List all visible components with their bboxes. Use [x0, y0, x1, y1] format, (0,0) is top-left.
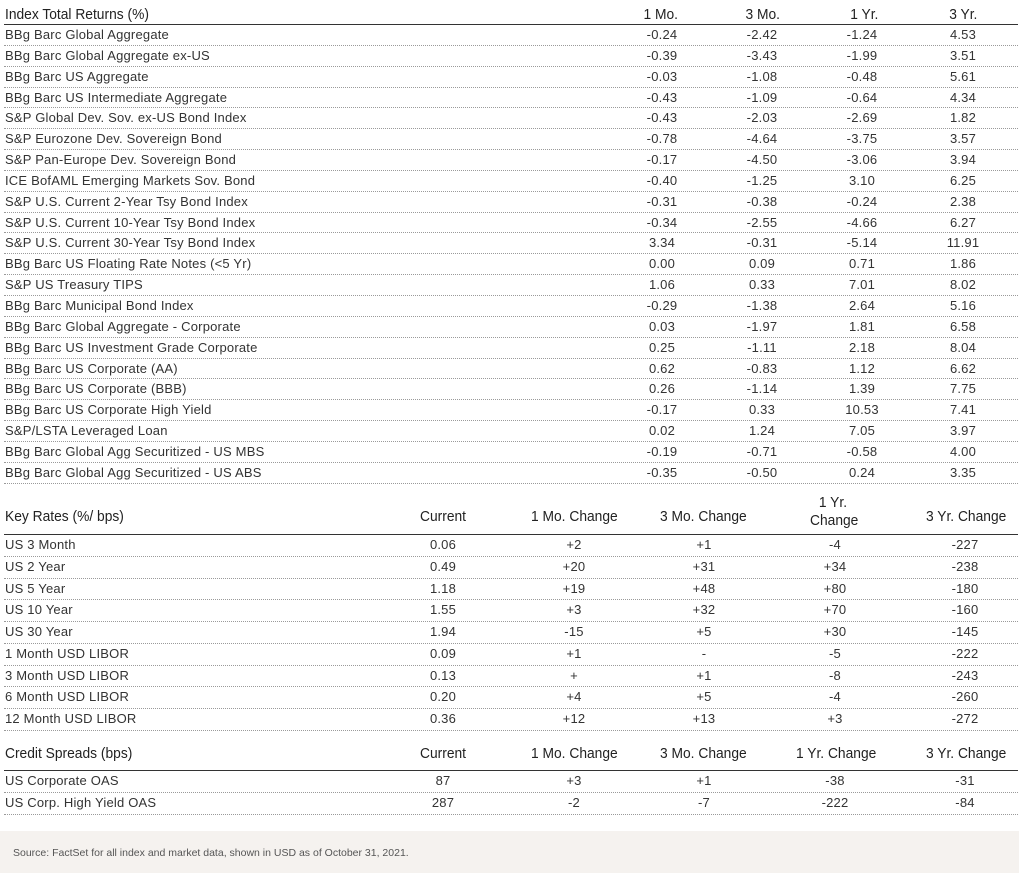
row-label: ICE BofAML Emerging Markets Sov. Bond — [5, 172, 256, 188]
row-label: S&P U.S. Current 2-Year Tsy Bond Index — [5, 193, 248, 209]
row-label: BBg Barc Global Aggregate ex-US — [5, 47, 210, 63]
row-label: BBg Barc US Intermediate Aggregate — [5, 89, 228, 105]
table-row — [4, 338, 1018, 359]
cell-value: 0.33 — [748, 277, 776, 293]
table-row — [4, 171, 1018, 192]
row-label: BBg Barc US Floating Rate Notes (<5 Yr) — [5, 256, 252, 272]
cell-value: -260 — [951, 689, 979, 705]
row-label: BBg Barc Global Agg Securitized - US ABS — [5, 464, 262, 480]
cell-value: 1.82 — [949, 110, 977, 126]
returns-header-row — [4, 2, 1018, 25]
cell-value: -238 — [951, 558, 979, 574]
cell-value: 2.38 — [949, 193, 977, 209]
cell-value: 0.26 — [648, 381, 676, 397]
row-label: US 30 Year — [5, 624, 73, 639]
cell-value: 4.34 — [949, 89, 977, 105]
cell-value: +48 — [692, 580, 716, 596]
cell-value: -1.38 — [746, 297, 778, 313]
cell-value: 0.09 — [429, 645, 457, 661]
row-label: BBg Barc US Corporate High Yield — [5, 402, 212, 418]
cell-value: -7 — [698, 795, 710, 810]
cell-value: 0.71 — [848, 256, 876, 272]
cell-value: 1.86 — [949, 256, 977, 272]
cell-value: +1 — [696, 773, 712, 788]
table-row — [4, 275, 1018, 296]
cell-value: 0.00 — [648, 256, 676, 272]
row-label: BBg Barc US Aggregate — [5, 68, 149, 84]
cell-value: -0.31 — [646, 193, 678, 209]
spreads-body — [4, 771, 1018, 815]
row-label: 1 Month USD LIBOR — [5, 645, 130, 661]
cell-value: -0.31 — [746, 235, 778, 251]
cell-value: 3.35 — [949, 464, 977, 480]
returns-body — [4, 25, 1018, 484]
row-label: 12 Month USD LIBOR — [5, 711, 137, 726]
cell-value: -2.03 — [746, 110, 778, 126]
cell-value: -0.24 — [646, 27, 678, 42]
col-3yr-header: 3 Yr. — [949, 6, 978, 23]
cell-value: -4 — [829, 537, 841, 552]
cell-value: -1.14 — [746, 381, 778, 397]
source-note: Source: FactSet for all index and market data, shown in USD as of October 31, 2021. — [13, 847, 409, 859]
cell-value: -2.69 — [846, 110, 878, 126]
cell-value: 0.02 — [648, 423, 676, 439]
cell-value: -243 — [951, 667, 979, 683]
cell-value: 0.09 — [748, 256, 776, 272]
cell-value: 1.12 — [848, 360, 876, 376]
cell-value: 3.34 — [648, 235, 676, 251]
cell-value: +1 — [696, 667, 712, 683]
row-label: US Corporate OAS — [5, 773, 119, 788]
col-1mo-change-header: 1 Mo. Change — [531, 508, 618, 525]
cell-value: +31 — [692, 558, 716, 574]
cell-value: -4.50 — [746, 152, 778, 168]
table-row — [4, 108, 1018, 129]
row-label: S&P US Treasury TIPS — [5, 277, 143, 293]
spreads-header-row — [4, 744, 1018, 771]
cell-value: 0.03 — [648, 318, 676, 334]
cell-value: -0.39 — [646, 47, 678, 63]
cell-value: -0.71 — [746, 443, 778, 459]
rates-body — [4, 535, 1018, 731]
cell-value: 0.49 — [429, 558, 457, 574]
cell-value: -160 — [951, 602, 979, 618]
table-row — [4, 400, 1018, 421]
cell-value: -4 — [829, 689, 841, 705]
cell-value: -4.66 — [846, 214, 878, 230]
row-label: S&P Pan-Europe Dev. Sovereign Bond — [5, 152, 237, 168]
cell-value: 6.27 — [949, 214, 977, 230]
row-label: US 5 Year — [5, 580, 66, 596]
cell-value: 0.36 — [429, 711, 457, 726]
table-row — [4, 793, 1018, 815]
cell-value: +32 — [692, 602, 716, 618]
cell-value: -0.38 — [746, 193, 778, 209]
cell-value: -272 — [951, 711, 979, 726]
cell-value: +5 — [696, 689, 712, 705]
cell-value: 0.06 — [429, 537, 457, 552]
cell-value: -8 — [829, 667, 841, 683]
table-row — [4, 192, 1018, 213]
cell-value: -3.43 — [746, 47, 778, 63]
table-row — [4, 622, 1018, 644]
cell-value: -0.34 — [646, 214, 678, 230]
cell-value: 3.94 — [949, 152, 977, 168]
cell-value: 11.91 — [946, 235, 980, 251]
row-label: BBg Barc US Investment Grade Corporate — [5, 339, 258, 355]
cell-value: 1.55 — [429, 602, 457, 618]
cell-value: -0.29 — [646, 297, 678, 313]
spreads-col-current-header: Current — [420, 745, 467, 762]
table-row — [4, 254, 1018, 275]
cell-value: -2.55 — [746, 214, 778, 230]
cell-value: -222 — [951, 645, 979, 661]
cell-value: 1.39 — [848, 381, 876, 397]
cell-value: -0.40 — [646, 172, 678, 188]
cell-value: -2.42 — [746, 27, 778, 42]
row-label: BBg Barc US Corporate (BBB) — [5, 381, 187, 397]
cell-value: -180 — [951, 580, 979, 596]
row-label: 3 Month USD LIBOR — [5, 667, 130, 683]
cell-value: -0.58 — [846, 443, 878, 459]
table-row — [4, 463, 1018, 484]
cell-value: -0.17 — [646, 152, 678, 168]
row-label: BBg Barc Municipal Bond Index — [5, 297, 194, 313]
row-label: S&P U.S. Current 30-Year Tsy Bond Index — [5, 235, 256, 251]
cell-value: -1.24 — [846, 27, 878, 42]
cell-value: -4.64 — [746, 131, 778, 147]
cell-value: +70 — [823, 602, 847, 618]
cell-value: +3 — [566, 602, 582, 618]
cell-value: -1.25 — [746, 172, 778, 188]
col-3yr-change-header: 3 Yr. Change — [926, 508, 1007, 525]
table-row — [4, 129, 1018, 150]
cell-value: 2.64 — [848, 297, 876, 313]
cell-value: +5 — [696, 624, 712, 639]
row-label: US 3 Month — [5, 537, 76, 552]
row-label: US 2 Year — [5, 558, 66, 574]
footer — [0, 831, 1019, 873]
cell-value: 4.00 — [949, 443, 977, 459]
spreads-col-1mo-change-header: 1 Mo. Change — [531, 745, 618, 762]
cell-value: 7.75 — [949, 381, 977, 397]
col-3mo-change-header: 3 Mo. Change — [660, 508, 747, 525]
row-label: US Corp. High Yield OAS — [5, 795, 157, 810]
table-row — [4, 25, 1018, 46]
cell-value: 1.18 — [429, 580, 457, 596]
row-label: BBg Barc Global Aggregate - Corporate — [5, 318, 241, 334]
col-1mo-header: 1 Mo. — [643, 6, 679, 23]
cell-value: -0.64 — [846, 89, 878, 105]
cell-value: -222 — [821, 795, 849, 810]
cell-value: +13 — [692, 711, 716, 726]
col-3mo-header: 3 Mo. — [745, 6, 781, 23]
row-label: S&P Eurozone Dev. Sovereign Bond — [5, 131, 222, 147]
table-row — [4, 421, 1018, 442]
cell-value: 7.01 — [848, 277, 876, 293]
table-row — [4, 296, 1018, 317]
cell-value: -0.78 — [646, 131, 678, 147]
cell-value: 8.02 — [949, 277, 977, 293]
table-row — [4, 557, 1018, 579]
cell-value: 0.62 — [648, 360, 676, 376]
table-row — [4, 600, 1018, 622]
table-row — [4, 666, 1018, 688]
cell-value: 4.53 — [949, 27, 977, 42]
cell-value: -1.99 — [846, 47, 878, 63]
col-1yr-header: 1 Yr. — [850, 6, 879, 23]
cell-value: +30 — [823, 624, 847, 639]
cell-value: 7.41 — [949, 402, 977, 418]
cell-value: -1.09 — [746, 89, 778, 105]
cell-value: -84 — [955, 795, 975, 810]
cell-value: 10.53 — [845, 402, 879, 418]
row-label: US 10 Year — [5, 602, 73, 618]
table-row — [4, 709, 1018, 731]
rates-header-row — [4, 494, 1018, 535]
cell-value: 5.16 — [949, 297, 977, 313]
table-row — [4, 771, 1018, 793]
cell-value: 5.61 — [949, 68, 977, 84]
cell-value: 1.81 — [848, 318, 876, 334]
cell-value: -31 — [955, 773, 975, 788]
cell-value: + — [570, 667, 578, 683]
spreads-col-3yr-change-header: 3 Yr. Change — [926, 745, 1007, 762]
row-label: 6 Month USD LIBOR — [5, 689, 130, 705]
cell-value: 1.94 — [429, 624, 457, 639]
cell-value: -145 — [951, 624, 979, 639]
cell-value: +3 — [566, 773, 582, 788]
cell-value: -0.24 — [846, 193, 878, 209]
cell-value: +19 — [562, 580, 586, 596]
table-row — [4, 150, 1018, 171]
cell-value: 6.25 — [949, 172, 977, 188]
cell-value: -1.11 — [747, 339, 777, 355]
spreads-col-3mo-change-header: 3 Mo. Change — [660, 745, 747, 762]
cell-value: 6.62 — [949, 360, 977, 376]
rates-title: Key Rates (%/ bps) — [5, 508, 124, 525]
cell-value: 0.24 — [848, 464, 876, 480]
cell-value: 0.13 — [429, 667, 457, 683]
cell-value: 2.18 — [848, 339, 876, 355]
cell-value: -3.75 — [846, 131, 878, 147]
key-rates-table — [4, 494, 1018, 731]
cell-value: 0.20 — [429, 689, 457, 705]
cell-value: +3 — [827, 711, 843, 726]
cell-value: -0.35 — [646, 464, 678, 480]
cell-value: -5 — [829, 645, 841, 661]
cell-value: +4 — [566, 689, 582, 705]
spreads-title: Credit Spreads (bps) — [5, 745, 133, 762]
col-current-header: Current — [420, 508, 467, 525]
table-row — [4, 67, 1018, 88]
table-row — [4, 233, 1018, 254]
table-row — [4, 579, 1018, 601]
spreads-col-1yr-change-header: 1 Yr. Change — [796, 745, 877, 762]
cell-value: +80 — [823, 580, 847, 596]
cell-value: - — [701, 645, 707, 661]
cell-value: -2 — [568, 795, 580, 810]
col-1yr-change-header: 1 Yr. Change — [810, 494, 859, 529]
cell-value: -1.08 — [746, 68, 778, 84]
table-row — [4, 88, 1018, 109]
cell-value: 0.33 — [748, 402, 776, 418]
table-row — [4, 442, 1018, 463]
index-returns-table — [4, 2, 1018, 484]
credit-spreads-table — [4, 744, 1018, 815]
row-label: S&P Global Dev. Sov. ex-US Bond Index — [5, 110, 247, 126]
cell-value: -15 — [564, 624, 584, 639]
table-row — [4, 317, 1018, 338]
cell-value: -38 — [825, 773, 845, 788]
cell-value: +20 — [562, 558, 586, 574]
cell-value: -1.97 — [746, 318, 778, 334]
cell-value: -0.17 — [646, 402, 678, 418]
cell-value: -3.06 — [846, 152, 878, 168]
cell-value: -227 — [951, 537, 979, 552]
cell-value: -0.50 — [746, 464, 778, 480]
cell-value: 1.24 — [748, 423, 776, 439]
cell-value: 3.97 — [949, 423, 977, 439]
cell-value: 3.57 — [949, 131, 977, 147]
cell-value: -0.83 — [746, 360, 778, 376]
table-row — [4, 687, 1018, 709]
cell-value: +1 — [696, 537, 712, 552]
cell-value: +1 — [566, 645, 582, 661]
table-row — [4, 644, 1018, 666]
cell-value: 8.04 — [949, 339, 977, 355]
table-row — [4, 359, 1018, 380]
cell-value: -0.48 — [846, 68, 878, 84]
cell-value: +12 — [562, 711, 586, 726]
cell-value: 87 — [435, 773, 451, 788]
cell-value: -0.43 — [646, 110, 678, 126]
cell-value: +2 — [566, 537, 582, 552]
row-label: BBg Barc Global Aggregate — [5, 27, 169, 42]
cell-value: 1.06 — [648, 277, 676, 293]
cell-value: 6.58 — [949, 318, 977, 334]
cell-value: 7.05 — [848, 423, 876, 439]
cell-value: -0.19 — [646, 443, 678, 459]
cell-value: -5.14 — [846, 235, 878, 251]
returns-title: Index Total Returns (%) — [5, 6, 149, 23]
cell-value: +34 — [823, 558, 847, 574]
row-label: BBg Barc Global Agg Securitized - US MBS — [5, 443, 265, 459]
table-row — [4, 535, 1018, 557]
table-row — [4, 46, 1018, 67]
cell-value: 0.25 — [648, 339, 676, 355]
row-label: BBg Barc US Corporate (AA) — [5, 360, 178, 376]
row-label: S&P/LSTA Leveraged Loan — [5, 423, 168, 439]
cell-value: 3.51 — [949, 47, 977, 63]
table-row — [4, 213, 1018, 234]
table-row — [4, 379, 1018, 400]
cell-value: -0.03 — [646, 68, 678, 84]
cell-value: -0.43 — [646, 89, 678, 105]
cell-value: 3.10 — [848, 172, 876, 188]
cell-value: 287 — [431, 795, 455, 810]
row-label: S&P U.S. Current 10-Year Tsy Bond Index — [5, 214, 256, 230]
